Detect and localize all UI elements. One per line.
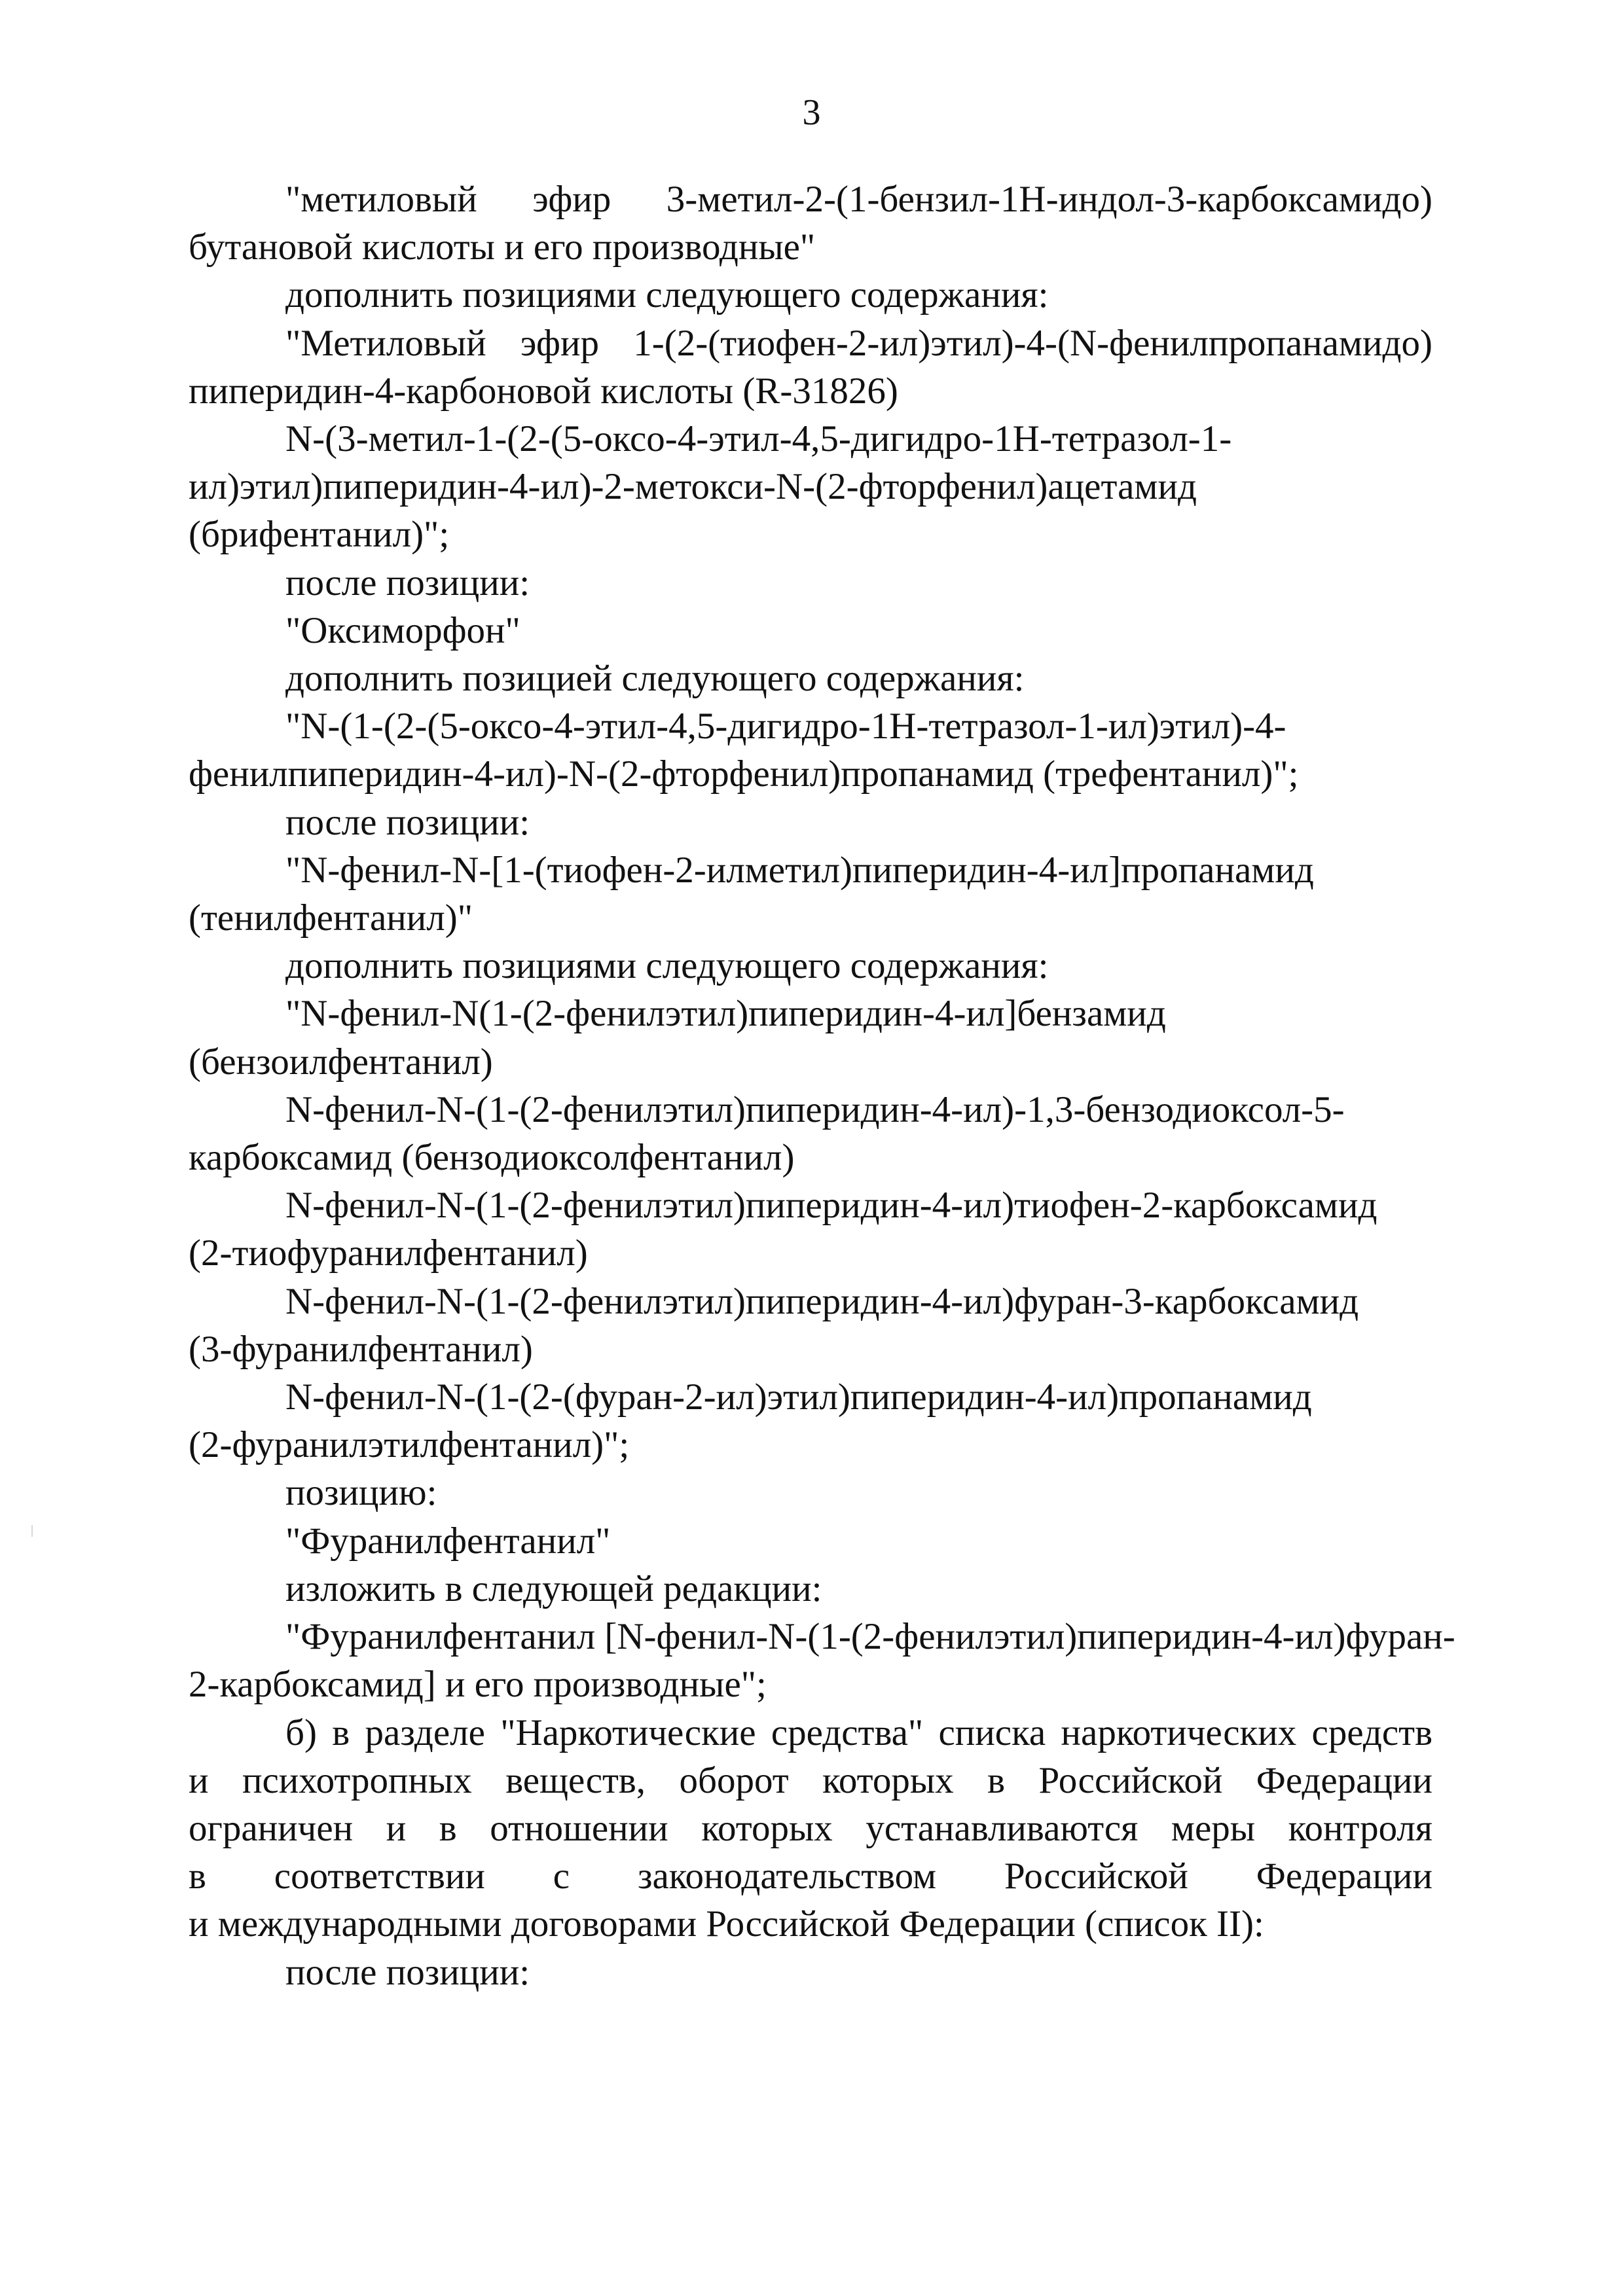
paragraph — [189, 607, 1432, 655]
text-line: ограничен и в отношении которых устанавливаются меры контроля — [189, 1807, 1432, 1849]
text-line: "Метиловый эфир 1-(2-(тиофен-2-ил)этил)-4-(N-фенилпропанамидо) — [285, 322, 1432, 364]
text-line: N-(3-метил-1-(2-(5-оксо-4-этил-4,5-дигидро-1Н-тетразол-1- — [285, 418, 1232, 460]
paragraph — [189, 702, 1432, 798]
text-line: в соответствии с законодательством Российской Федерации — [189, 1856, 1432, 1897]
paragraph — [189, 1278, 1432, 1373]
text-line: дополнить позициями следующего содержания: — [285, 274, 1049, 316]
paragraph — [189, 319, 1432, 415]
text-line: (бензоилфентанил) — [189, 1041, 493, 1083]
text-line: (2-фуранилэтилфентанил)"; — [189, 1424, 630, 1466]
text-line: "N-фенил-N(1-(2-фенилэтил)пиперидин-4-ил]бензамид — [285, 993, 1166, 1035]
text-line: (брифентанил)"; — [189, 514, 450, 556]
text-line: карбоксамид (бензодиоксолфентанил) — [189, 1137, 795, 1179]
text-line: (тенилфентанил)" — [189, 897, 473, 939]
text-line: пиперидин-4-карбоновой кислоты (R-31826) — [189, 370, 898, 412]
paragraph — [189, 1469, 1432, 1516]
text-line: и психотропных веществ, оборот которых в Российской Федерации — [189, 1759, 1432, 1801]
text-line: "N-фенил-N-[1-(тиофен-2-илметил)пиперидин-4-ил]пропанамид — [285, 849, 1314, 891]
paragraph — [189, 1517, 1432, 1565]
text-line: N-фенил-N-(1-(2-фенилэтил)пиперидин-4-ил)фуран-3-карбоксамид — [285, 1280, 1359, 1322]
paragraph — [189, 1948, 1432, 1996]
text-line: 2-карбоксамид] и его производные"; — [189, 1664, 767, 1706]
text-line: ил)этил)пиперидин-4-ил)-2-метокси-N-(2-фторфенил)ацетамид — [189, 466, 1197, 508]
text-line: после позиции: — [285, 801, 530, 843]
paragraph — [189, 798, 1432, 846]
text-line: N-фенил-N-(1-(2-фенилэтил)пиперидин-4-ил)-1,3-бензодиоксол-5- — [285, 1088, 1345, 1130]
paragraph — [189, 415, 1432, 559]
text-line: "Фуранилфентанил [N-фенил-N-(1-(2-фенилэтил)пиперидин-4-ил)фуран- — [285, 1616, 1455, 1658]
text-line: дополнить позициями следующего содержания: — [285, 945, 1049, 987]
text-line: б) в разделе "Наркотические средства" списка наркотических средств — [285, 1712, 1432, 1753]
paragraph — [189, 1086, 1432, 1181]
text-line: после позиции: — [285, 1951, 530, 1993]
text-line: "метиловый эфир 3-метил-2-(1-бензил-1Н-индол-3-карбоксамидо) — [285, 179, 1432, 220]
text-line: (2-тиофуранилфентанил) — [189, 1232, 588, 1274]
text-line: после позиции: — [285, 562, 530, 603]
scan-speck — [31, 1525, 33, 1537]
document-body — [189, 175, 1455, 1996]
paragraph — [189, 1373, 1432, 1469]
text-line: фенилпиперидин-4-ил)-N-(2-фторфенил)пропанамид (трефентанил)"; — [189, 753, 1299, 795]
text-line: (3-фуранилфентанил) — [189, 1328, 533, 1370]
paragraph — [189, 559, 1432, 607]
text-line: позицию: — [285, 1472, 437, 1514]
paragraph — [189, 990, 1432, 1085]
paragraph — [189, 271, 1432, 319]
text-line: N-фенил-N-(1-(2-(фуран-2-ил)этил)пиперидин-4-ил)пропанамид — [285, 1376, 1312, 1418]
paragraph — [189, 846, 1432, 942]
text-line: N-фенил-N-(1-(2-фенилэтил)пиперидин-4-ил)тиофен-2-карбоксамид — [285, 1185, 1377, 1227]
page-number: 3 — [802, 92, 821, 133]
paragraph — [189, 1613, 1455, 1708]
paragraph — [189, 1709, 1432, 1948]
paragraph — [189, 175, 1432, 271]
paragraph — [189, 655, 1432, 702]
text-line: "N-(1-(2-(5-оксо-4-этил-4,5-дигидро-1Н-тетразол-1-ил)этил)-4- — [285, 706, 1286, 747]
text-line: "Оксиморфон" — [285, 609, 520, 651]
text-line: "Фуранилфентанил" — [285, 1520, 611, 1562]
text-line: бутановой кислоты и его производные" — [189, 226, 816, 268]
text-line: и международными договорами Российской Федерации (список II): — [189, 1903, 1264, 1945]
paragraph — [189, 1181, 1432, 1277]
text-line: изложить в следующей редакции: — [285, 1568, 822, 1609]
paragraph — [189, 1565, 1432, 1613]
text-line: дополнить позицией следующего содержания: — [285, 658, 1025, 700]
paragraph — [189, 942, 1432, 990]
